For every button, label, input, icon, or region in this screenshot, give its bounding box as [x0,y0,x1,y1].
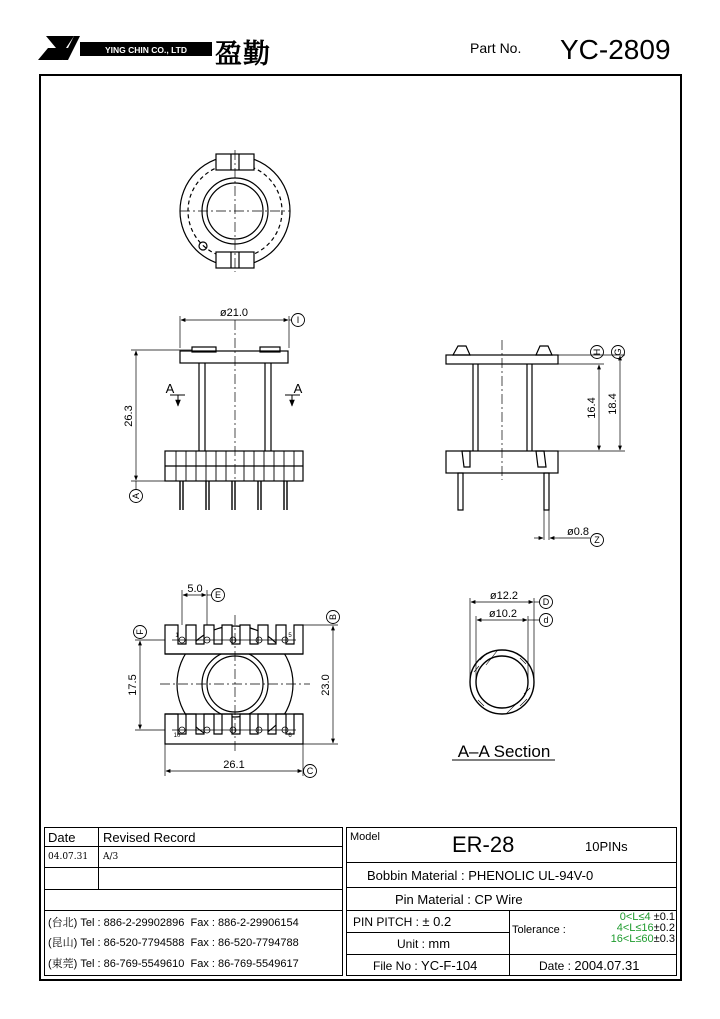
marker-i: I [296,315,300,325]
unit-value: mm [428,936,451,951]
pin-material-value: CP Wire [474,892,523,907]
bobbin-material-value: PHENOLIC UL-94V-0 [468,868,594,883]
marker-d-lower: d [543,615,549,625]
file-no-value: YC-F-104 [421,958,478,973]
pin-count: 10PINs [585,839,628,854]
contact-fax: Fax : 86-520-7794788 [190,937,299,949]
tolerance-row [571,934,675,945]
revision-date-header: Date [48,830,76,845]
marker-b: B [328,613,338,621]
tolerance-value: ±0.1 [653,911,675,923]
tolerance-value: ±0.3 [653,933,675,945]
marker-h: H [592,348,602,356]
pin-label-tenth: 10 [173,733,181,739]
marker-e: E [214,590,222,600]
marker-f: F [135,629,145,635]
file-no-row [373,958,477,973]
dim-diameter-21: ø21.0 [219,307,249,319]
contact-tel: Tel : 86-769-5549610 [80,958,185,970]
section-arrow-left: A [165,381,175,396]
contact-city: (台北) [48,917,78,929]
pin-material-label: Pin Material : [395,892,471,907]
dim-pin-diameter: ø0.8 [566,526,590,538]
dim-16: 16.4 [586,397,598,419]
logo-text: YING CHIN CO., LTD [104,45,188,55]
spec-table [346,827,677,976]
date-label: Date : [539,959,572,973]
contact-city: (東莞) [48,958,78,970]
marker-c: C [306,766,314,776]
tolerance-range: 4<L≤16 [616,922,654,934]
tolerance-list [571,912,675,945]
revision-record: A/3 [103,852,119,862]
dim-pitch-5: 5.0 [187,583,203,595]
revision-date: 04.07.31 [48,852,89,862]
tolerance-label: Tolerance : [512,924,566,936]
revision-table [44,827,343,976]
pin-material-row [395,892,523,907]
bobbin-material-label: Bobbin Material : [367,868,465,883]
dim-height-26: 26.3 [123,405,135,427]
section-arrow-right: A [293,381,303,396]
part-no-value: YC-2809 [560,34,671,65]
pin-pitch-row [353,914,451,929]
section-label: A–A Section [457,742,551,761]
pin-label-first: 1 [175,633,179,639]
tolerance-range: 16<L≤60 [610,933,654,945]
dim-18: 18.4 [607,393,619,415]
company-name: 盈勤 [215,39,271,70]
marker-d-upper: D [542,597,550,607]
file-no-label: File No : [373,959,418,973]
pin-label-fifth: 5 [288,633,292,639]
tolerance-range: 0<L≤4 [619,911,651,923]
marker-a: A [131,492,141,500]
date-row [539,958,639,973]
contact-fax: Fax : 86-769-5549617 [190,958,299,970]
dim-23: 23.0 [320,674,332,696]
side-view [446,340,625,540]
tolerance-value: ±0.2 [653,922,675,934]
pin-pitch-label: PIN PITCH : [353,915,420,929]
date-value: 2004.07.31 [574,958,640,973]
bobbin-material-row [367,868,593,883]
contact-fax: Fax : 886-2-29906154 [190,917,299,929]
top-view [180,150,290,272]
pin-pitch-value: ± 0.2 [422,914,452,929]
pin-label-sixth: 6 [288,733,292,739]
part-no-label: Part No. [470,40,522,56]
marker-z: Z [594,535,600,545]
dim-26: 26.1 [223,759,245,771]
unit-label: Unit : [397,937,426,951]
model-label: Model [350,831,380,843]
contact-tel: Tel : 86-520-7794588 [80,937,185,949]
bottom-view [135,590,338,776]
model-value: ER-28 [452,832,515,857]
contact-row [48,934,299,950]
contact-tel: Tel : 886-2-29902896 [80,917,185,929]
unit-row [397,936,450,951]
contact-row [48,955,299,971]
front-view [131,316,303,510]
revision-record-header: Revised Record [103,830,196,845]
contact-row [48,914,299,930]
dim-diameter-10: ø10.2 [488,608,518,620]
marker-g: G [613,348,623,356]
contact-city: (昆山) [48,937,78,949]
dim-17: 17.5 [127,674,139,696]
dim-diameter-12: ø12.2 [489,590,519,602]
